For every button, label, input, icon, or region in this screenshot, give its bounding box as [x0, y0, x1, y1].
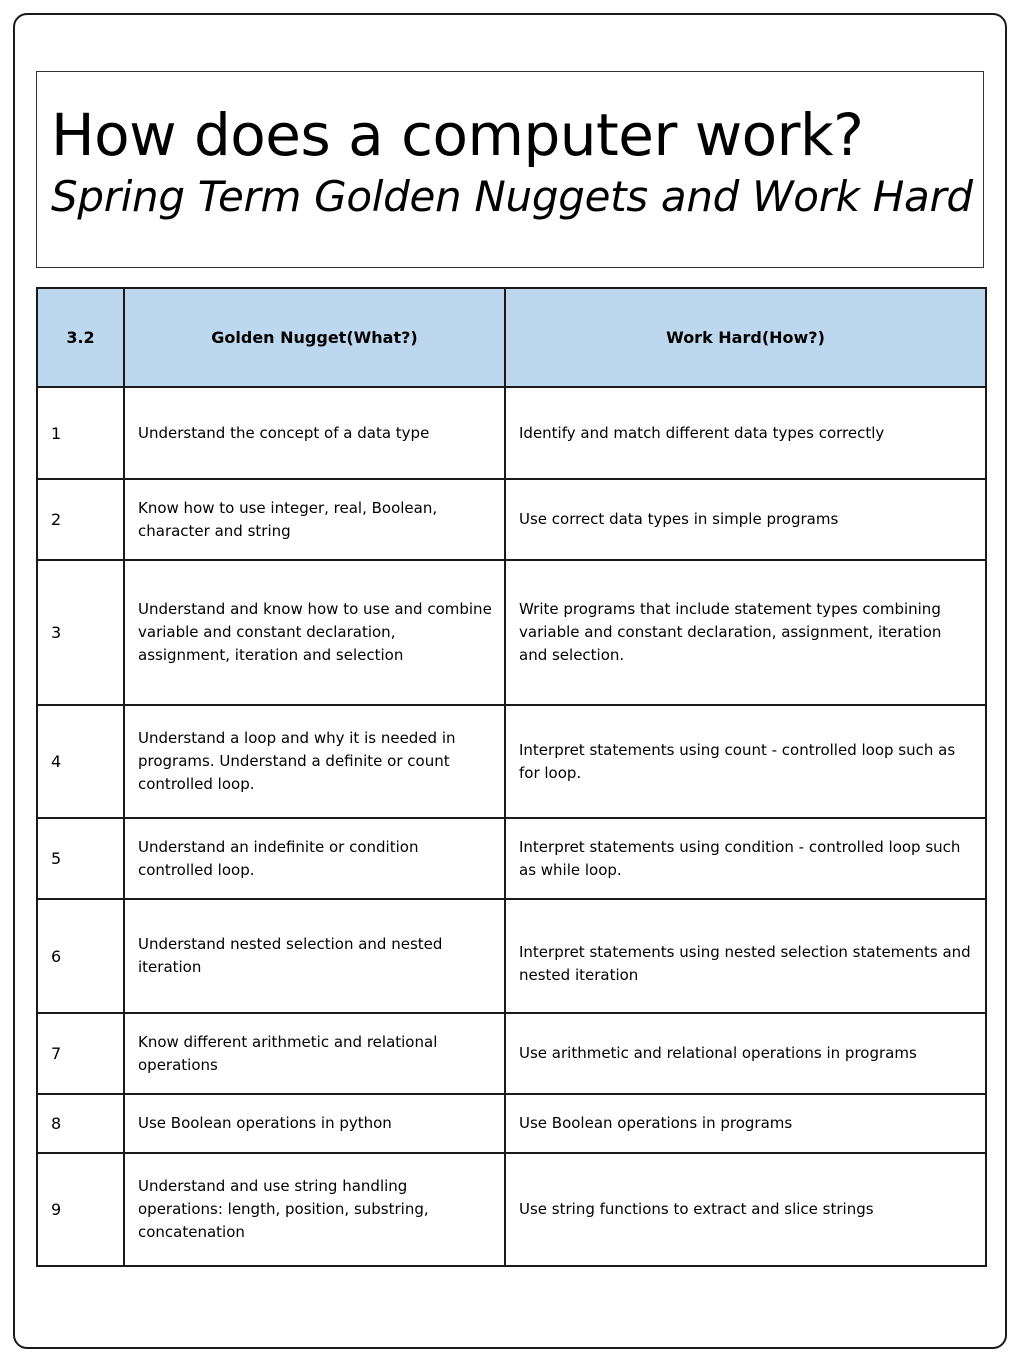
table-row: [37, 479, 986, 560]
golden-nugget-cell: Understand nested selection and nested iteration: [124, 899, 505, 1013]
table-row: [37, 818, 986, 899]
golden-nugget-cell: Understand the concept of a data type: [124, 387, 505, 479]
row-number: 4: [37, 705, 124, 818]
work-hard-cell: Use correct data types in simple programs: [505, 479, 986, 560]
table-row: [37, 1153, 986, 1266]
work-hard-cell: Interpret statements using count - controlled loop such as for loop.: [505, 705, 986, 818]
golden-nugget-cell: Understand an indefinite or condition controlled loop.: [124, 818, 505, 899]
row-number: 2: [37, 479, 124, 560]
golden-nugget-cell: Know how to use integer, real, Boolean, character and string: [124, 479, 505, 560]
golden-nugget-cell: Use Boolean operations in python: [124, 1094, 505, 1153]
golden-nugget-cell: Understand a loop and why it is needed in programs. Understand a definite or count controlled loop.: [124, 705, 505, 818]
row-number: 3: [37, 560, 124, 705]
row-number: 8: [37, 1094, 124, 1153]
work-hard-cell: Use string functions to extract and slice strings: [505, 1153, 986, 1266]
table-header-row: [37, 288, 986, 387]
work-hard-cell: Identify and match different data types correctly: [505, 387, 986, 479]
header-work-hard: Work Hard(How?): [505, 288, 986, 387]
row-number: 9: [37, 1153, 124, 1266]
table-row: [37, 705, 986, 818]
work-hard-cell: Use Boolean operations in programs: [505, 1094, 986, 1153]
header-golden-nugget: Golden Nugget(What?): [124, 288, 505, 387]
page-title: How does a computer work?: [51, 101, 864, 169]
work-hard-cell: Interpret statements using condition - controlled loop such as while loop.: [505, 818, 986, 899]
nuggets-table: [36, 287, 987, 1267]
golden-nugget-cell: Understand and use string handling operations: length, position, substring, concatenation: [124, 1153, 505, 1266]
golden-nugget-cell: Understand and know how to use and combine variable and constant declaration, assignment, iteration and selection: [124, 560, 505, 705]
table-row: [37, 899, 986, 1013]
page-subtitle: Spring Term Golden Nuggets and Work Hard: [51, 172, 973, 221]
table-row: [37, 1013, 986, 1094]
work-hard-cell: Interpret statements using nested selection statements and nested iteration: [505, 899, 986, 1013]
work-hard-cell: Write programs that include statement types combining variable and constant declaration, assignment, iteration and selection.: [505, 560, 986, 705]
table-row: [37, 1094, 986, 1153]
table-row: [37, 387, 986, 479]
row-number: 5: [37, 818, 124, 899]
header-section-number: 3.2: [37, 288, 124, 387]
row-number: 7: [37, 1013, 124, 1094]
row-number: 1: [37, 387, 124, 479]
title-box: [36, 71, 984, 268]
row-number: 6: [37, 899, 124, 1013]
golden-nugget-cell: Know different arithmetic and relational operations: [124, 1013, 505, 1094]
work-hard-cell: Use arithmetic and relational operations in programs: [505, 1013, 986, 1094]
table-row: [37, 560, 986, 705]
